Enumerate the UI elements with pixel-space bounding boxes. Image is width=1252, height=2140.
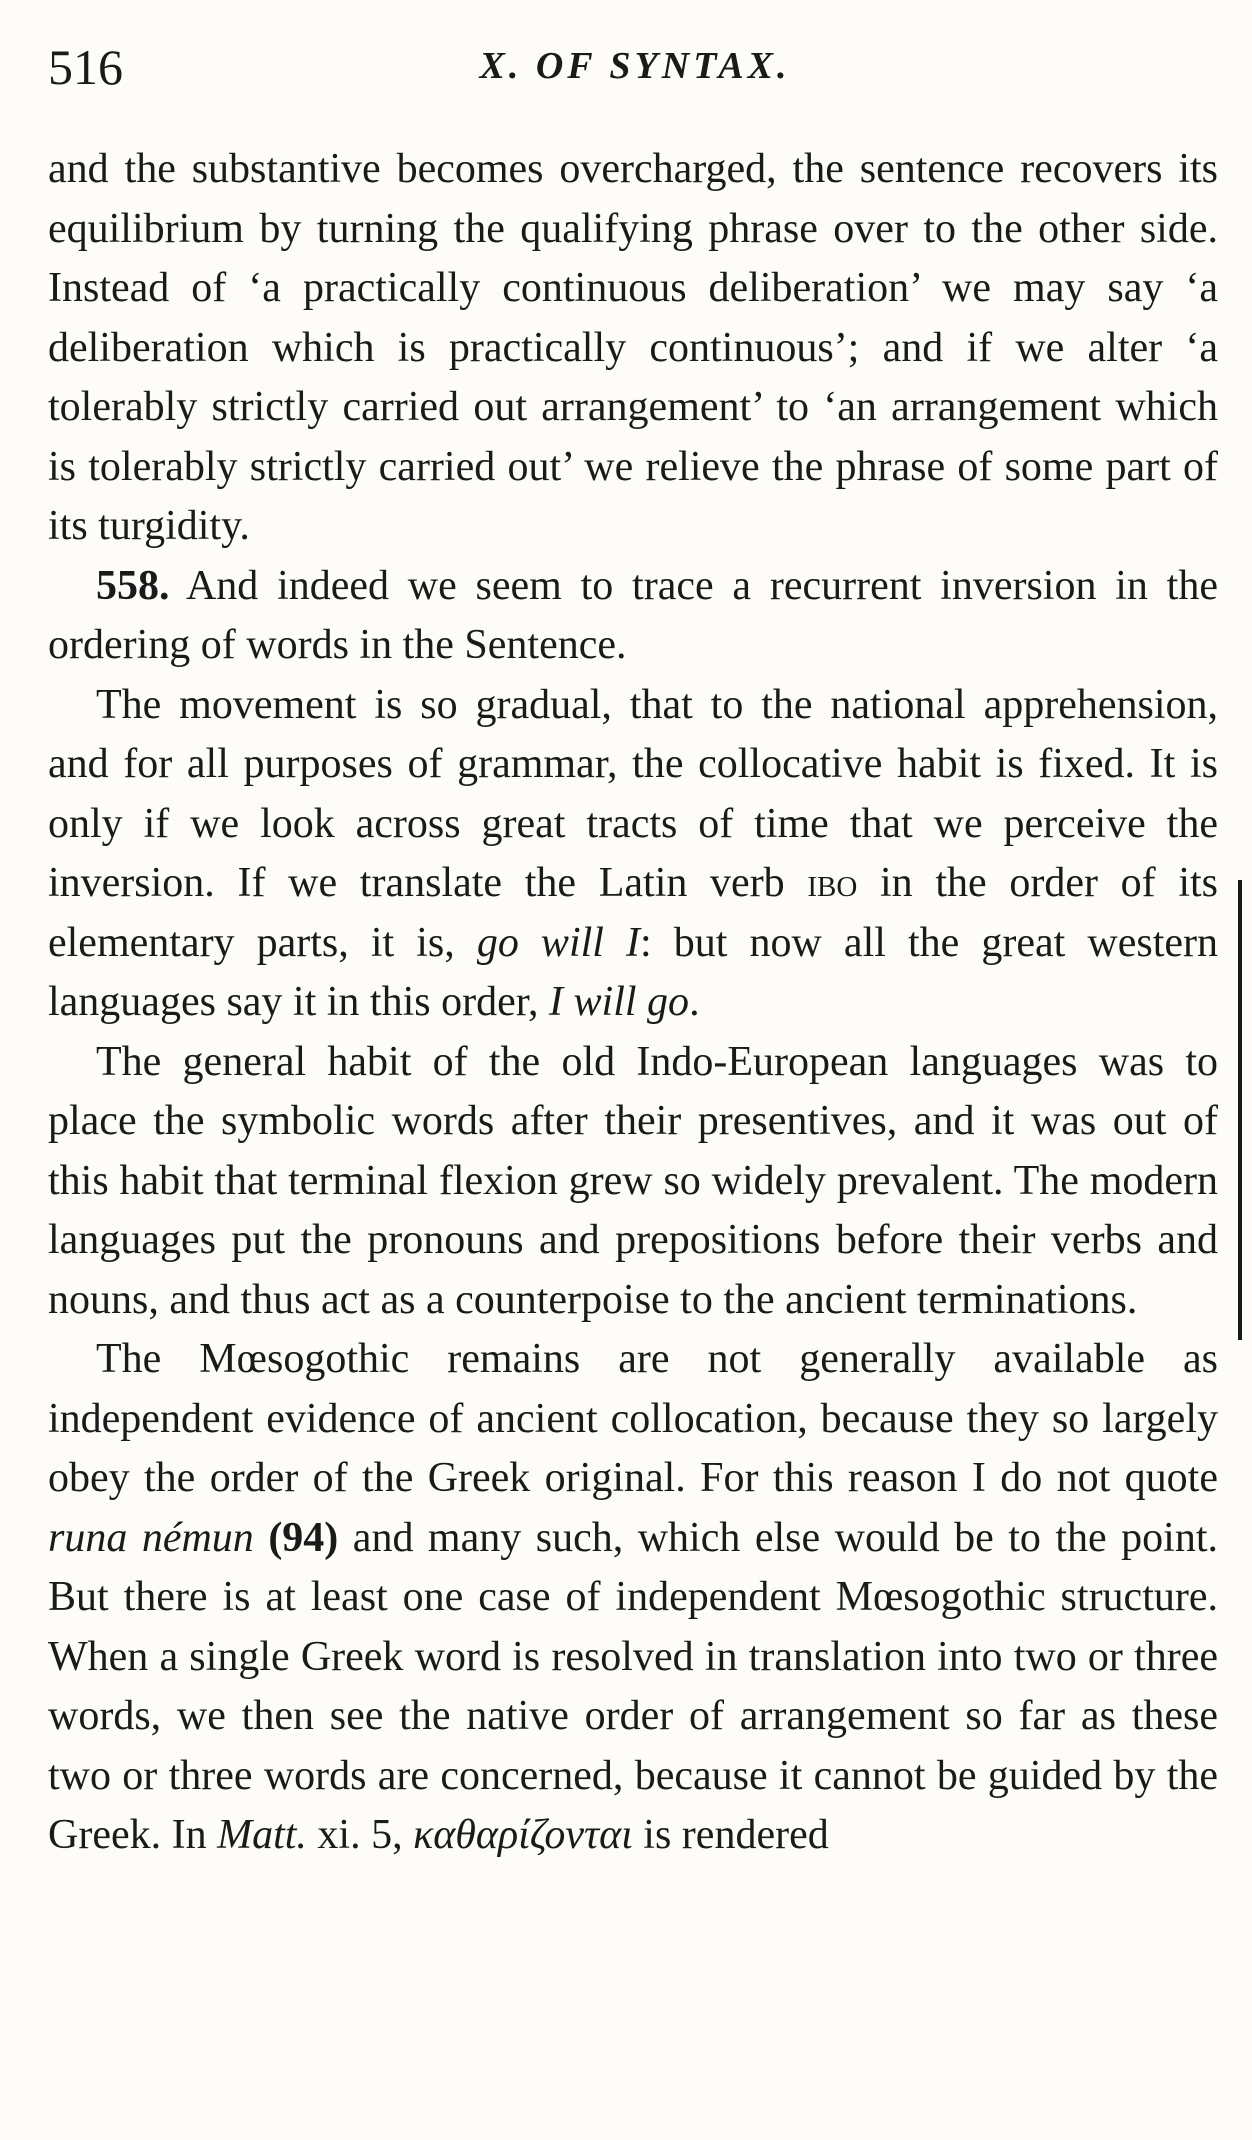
paragraph-text: The movement is so gradual, that to the national apprehension, and for all purposes of grammar, the collocative habit is fixed. It is only if we look across great tracts of time that we perceive the inversion. If we translate the Latin verb <box>48 681 1218 906</box>
paragraph-indo-european <box>48 1033 1218 1331</box>
margin-rule <box>1238 880 1242 1340</box>
paragraph-558 <box>48 557 1218 676</box>
italic-phrase: runa némun <box>48 1514 254 1561</box>
italic-phrase: go will I <box>476 919 641 966</box>
citation-verse: xi. 5, <box>317 1812 403 1858</box>
paragraph-text: : but now all the great western languages say it in this order, <box>48 919 1218 1025</box>
paragraph-text: and the substantive becomes overcharged, the sentence recovers its equilibrium by turning the qualifying phrase over to the other side. Instead of ‘a practically continuous deliberation’ we may say ‘a deliberation which is practically continuous’; and if we alter ‘a tolerably strictly carried out arrangement’ to ‘an arrangement which is tolerably strictly carried out’ we relieve the phrase of some part of its turgidity. <box>48 146 1218 549</box>
paragraph-text: and many such, which else would be to the point. But there is at least one case of independent Mœsogothic structure. When a single Greek word is resolved in translation into two or three words, we then see the native order of arrangement so far as these two or three words are concerned, because it cannot be guided by the Greek. In <box>48 1514 1219 1858</box>
paragraph-continued <box>48 140 1218 557</box>
paragraph-text: The Mœsogothic remains are not generally available as independent evidence of ancient collocation, because they so largely obey the order of the Greek original. For this reason I do not quote <box>48 1336 1218 1501</box>
section-number: 558. <box>96 562 170 609</box>
citation-book: Matt. <box>217 1812 307 1858</box>
greek-word: καθαρίζονται <box>413 1812 633 1858</box>
paragraph-text: is rendered <box>643 1812 829 1858</box>
cross-reference: (94) <box>268 1514 339 1561</box>
paragraph-inversion <box>48 676 1218 1033</box>
page-number: 516 <box>48 39 123 95</box>
paragraph-moesogothic <box>48 1330 1218 1866</box>
paragraph-text: The general habit of the old Indo-European languages was to place the symbolic words after their presentives, and it was out of this habit that terminal flexion grew so widely prevalent. The modern languages put the pronouns and prepositions before their verbs and nouns, and thus act as a counterpoise to the ancient terminations. <box>48 1038 1218 1323</box>
italic-phrase: I will go <box>549 979 690 1025</box>
paragraph-text: And indeed we seem to trace a recurrent inversion in the ordering of words in the Sentence. <box>48 562 1218 668</box>
page-header <box>48 38 1222 108</box>
paragraph-text: in the order of its elementary parts, it is, <box>48 860 1219 966</box>
latin-word-ibo: ibo <box>807 860 858 906</box>
page-body <box>48 140 1218 1866</box>
paragraph-text: . <box>689 979 700 1025</box>
running-head: X. OF SYNTAX. <box>479 45 791 87</box>
